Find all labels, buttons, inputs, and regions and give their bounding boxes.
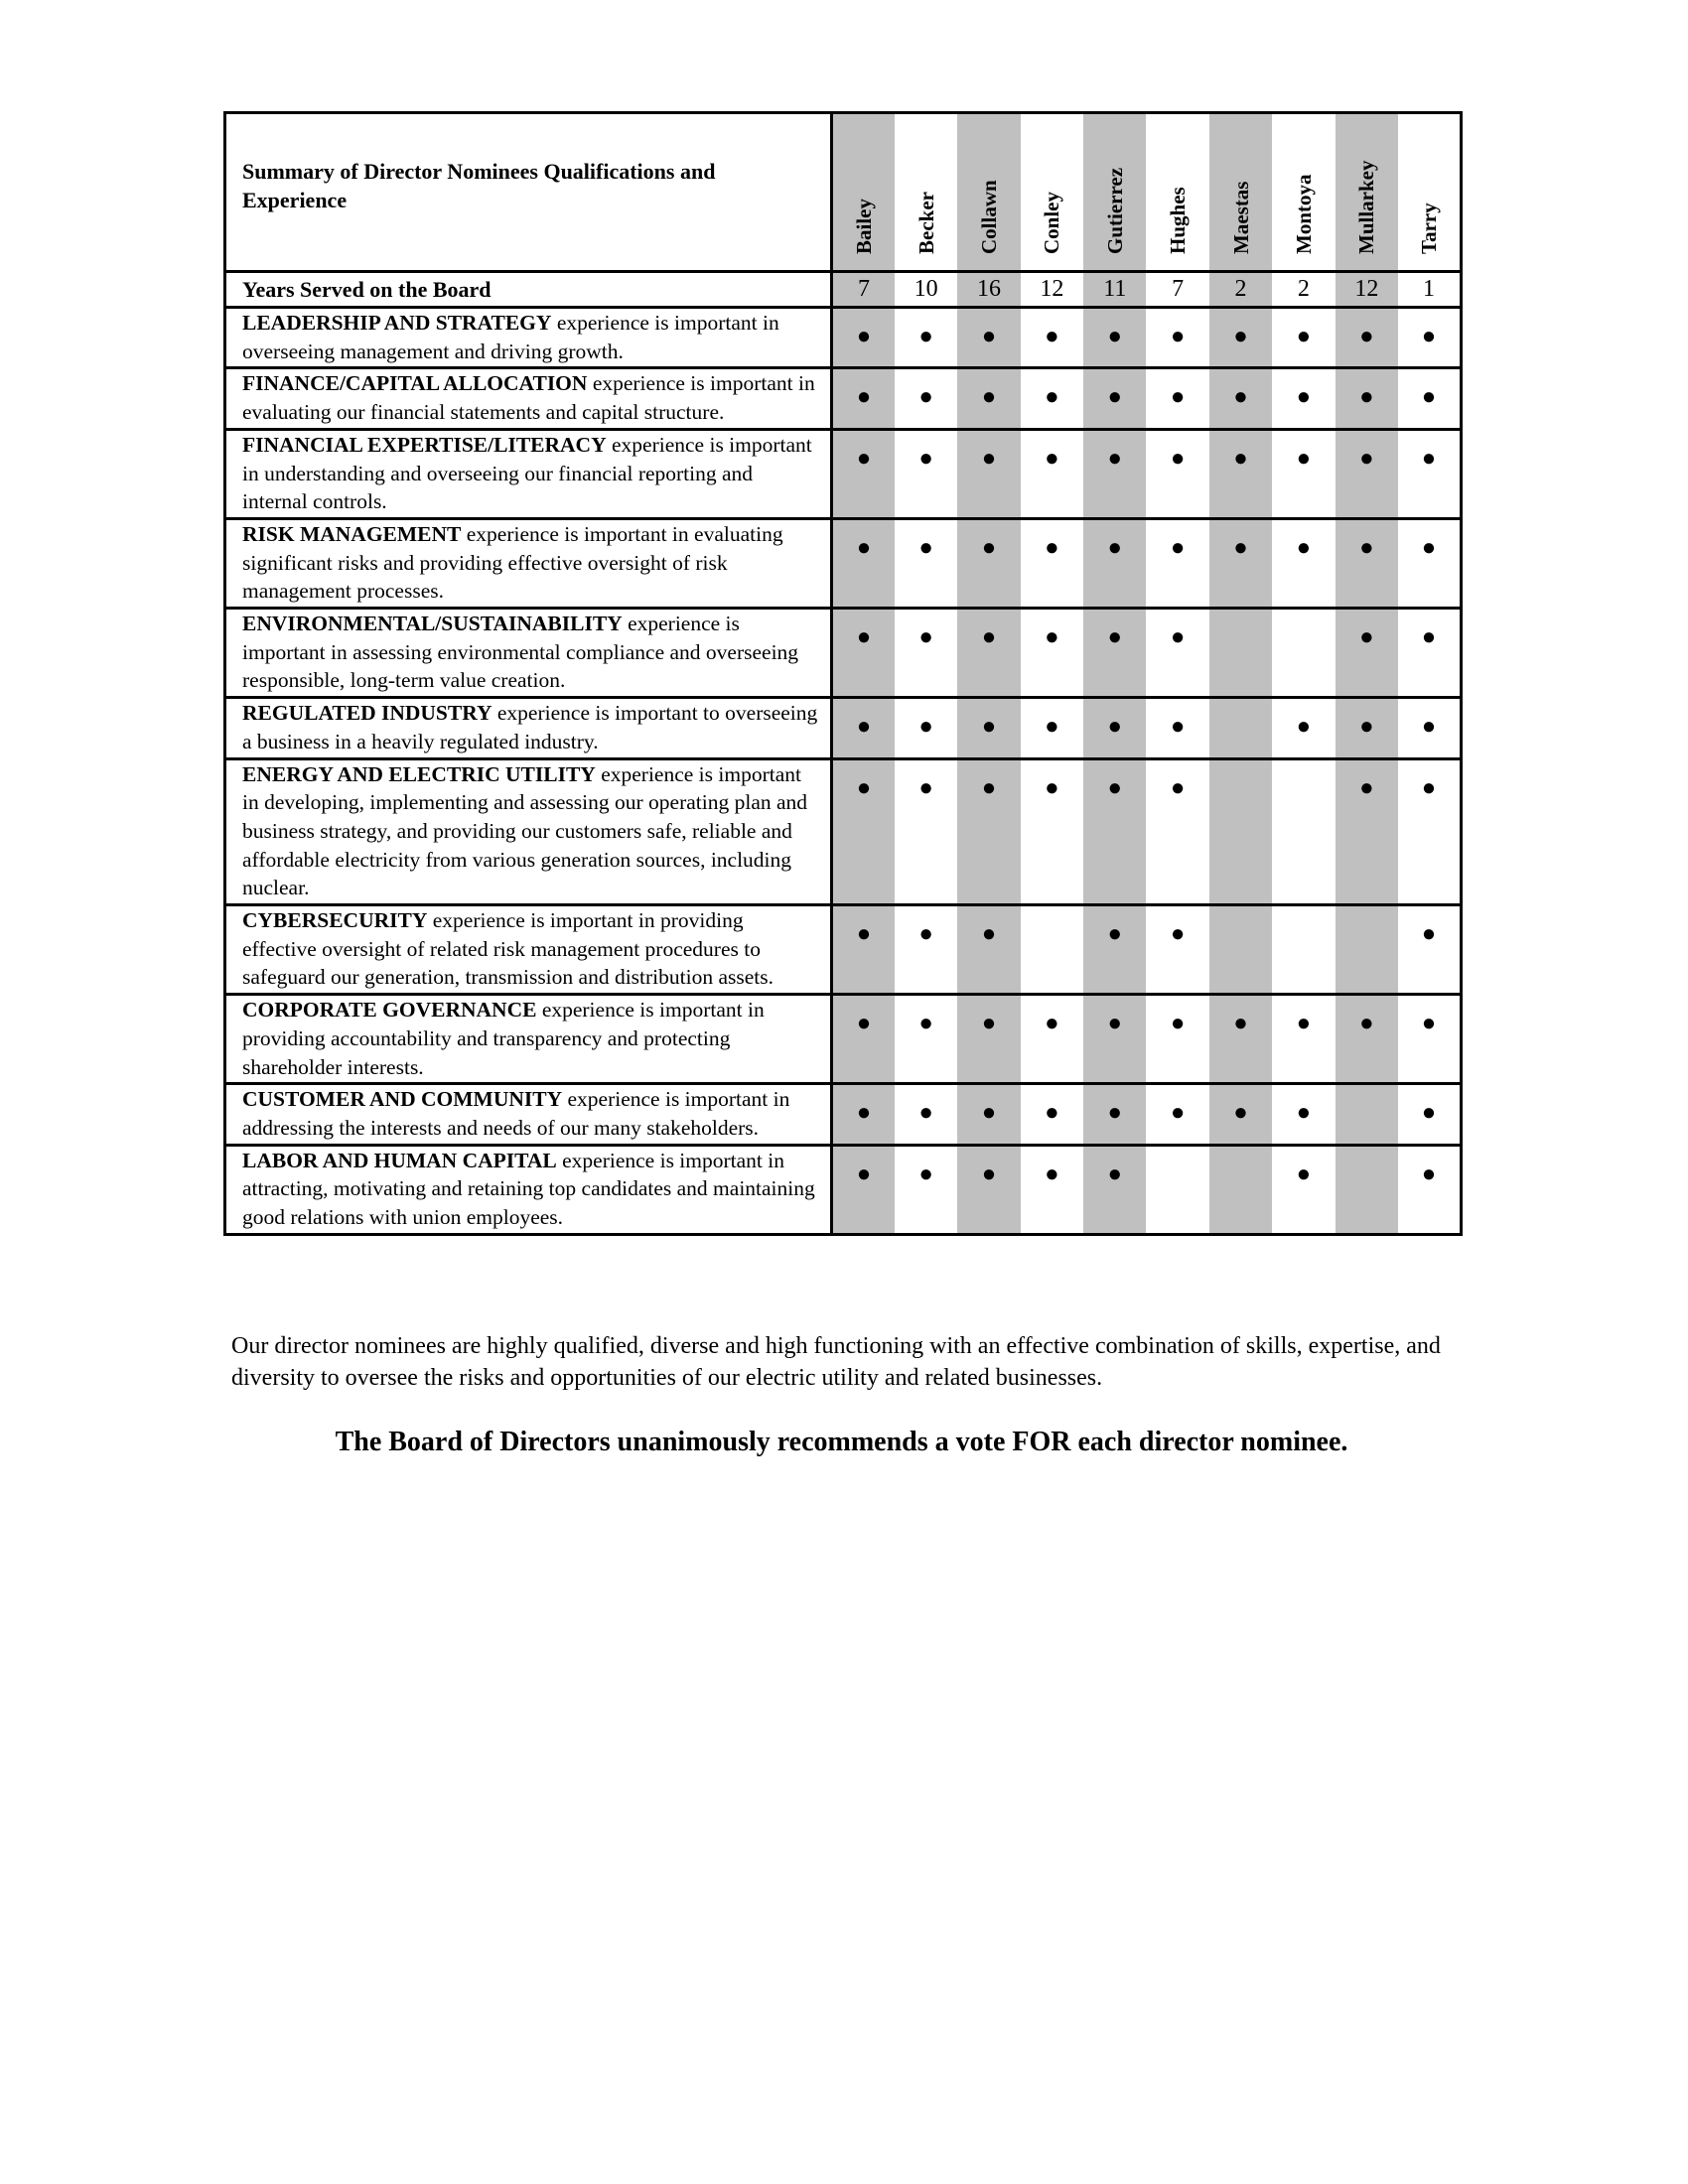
director-name: Mullarkey xyxy=(1354,160,1379,254)
director-header xyxy=(1272,113,1335,272)
summary-paragraph: Our director nominees are highly qualified, diverse and high functioning with an effective combination of skills, expertise, and diversity to oversee the risks and opportunities of our electric utility and related businesses. xyxy=(231,1333,1441,1391)
years-served-value: 11 xyxy=(1083,272,1146,308)
qualification-empty-cell xyxy=(1336,1145,1398,1234)
qualification-bullet: ● xyxy=(957,698,1020,758)
qualification-bullet: ● xyxy=(1209,1084,1272,1145)
qualification-bullet: ● xyxy=(1146,368,1208,429)
qualification-bullet: ● xyxy=(957,758,1020,905)
years-served-value: 7 xyxy=(832,272,895,308)
qualification-description xyxy=(225,1145,832,1234)
qualification-empty-cell xyxy=(1209,758,1272,905)
director-header xyxy=(1398,113,1461,272)
qualification-bullet: ● xyxy=(1146,518,1208,608)
qualification-bullet: ● xyxy=(1209,995,1272,1084)
qualification-name: FINANCIAL EXPERTISE/LITERACY xyxy=(242,432,607,457)
qualification-bullet: ● xyxy=(1146,609,1208,698)
qualification-description xyxy=(225,758,832,905)
years-served-value: 1 xyxy=(1398,272,1461,308)
years-served-value: 7 xyxy=(1146,272,1208,308)
qualification-bullet: ● xyxy=(1272,995,1335,1084)
qualification-text: experience is important in attracting, motivating and retaining top candidates and maintaining good relations with union employees. xyxy=(242,1148,815,1230)
qualification-bullet: ● xyxy=(1083,518,1146,608)
years-served-value: 2 xyxy=(1209,272,1272,308)
qualification-bullet: ● xyxy=(1021,518,1083,608)
qualification-bullet: ● xyxy=(1021,308,1083,368)
qualification-bullet: ● xyxy=(957,308,1020,368)
qualification-text: experience is important in understanding and overseeing our financial reporting and internal controls. xyxy=(242,432,812,514)
qualification-bullet: ● xyxy=(895,609,957,698)
qualification-empty-cell xyxy=(1336,1084,1398,1145)
years-served-row xyxy=(225,272,1462,308)
qualification-empty-cell xyxy=(1146,1145,1208,1234)
director-header xyxy=(1209,113,1272,272)
qualification-row xyxy=(225,758,1462,905)
qualification-description xyxy=(225,905,832,995)
qualification-text: experience is important in addressing the interests and needs of our many stakeholders. xyxy=(242,1087,790,1140)
qualification-description xyxy=(225,518,832,608)
qualification-bullet: ● xyxy=(1421,1160,1437,1187)
qualification-bullet: ● xyxy=(1398,698,1461,758)
qualification-bullet: ● xyxy=(1272,429,1335,518)
qualification-empty-cell xyxy=(1209,905,1272,995)
qualification-name: FINANCE/CAPITAL ALLOCATION xyxy=(242,371,588,396)
qualification-bullet: ● xyxy=(1083,698,1146,758)
director-header xyxy=(1021,113,1083,272)
years-served-value: 10 xyxy=(895,272,957,308)
years-served-value: 16 xyxy=(957,272,1020,308)
qualification-bullet: ● xyxy=(1398,429,1461,518)
qualification-bullet: ● xyxy=(895,368,957,429)
qualification-bullet: ● xyxy=(832,905,895,995)
director-name: Becker xyxy=(914,192,938,254)
header-row xyxy=(225,113,1462,272)
director-header xyxy=(895,113,957,272)
qualification-description xyxy=(225,995,832,1084)
qualification-empty-cell xyxy=(1021,905,1083,995)
qualification-row xyxy=(225,905,1462,995)
qualification-bullet: ● xyxy=(1083,1084,1146,1145)
director-header xyxy=(1336,113,1398,272)
qualification-text: experience is important in evaluating significant risks and providing effective oversight of risk management processes. xyxy=(242,521,783,604)
director-name: Conley xyxy=(1040,192,1064,254)
qualification-bullet: ● xyxy=(1146,698,1208,758)
qualification-bullet: ● xyxy=(1336,308,1398,368)
qualification-name: CYBERSECURITY xyxy=(242,908,428,933)
years-served-value: 2 xyxy=(1272,272,1335,308)
director-name: Montoya xyxy=(1291,174,1316,254)
qualification-bullet: ● xyxy=(832,1145,895,1234)
qualification-bullet: ● xyxy=(1336,995,1398,1084)
qualification-bullet: ● xyxy=(1083,905,1146,995)
qualification-empty-cell xyxy=(1209,609,1272,698)
qualification-bullet: ● xyxy=(957,1084,1020,1145)
qualification-bullet: ● xyxy=(1021,1084,1083,1145)
qualification-text: experience is important in developing, implementing and assessing our operating plan and business strategy, and providing our customers safe, reliable and affordable electricity from various generation sources, including nuclear. xyxy=(242,761,808,900)
qualification-bullet: ● xyxy=(832,368,895,429)
qualification-empty-cell xyxy=(1209,698,1272,758)
qualification-bullet: ● xyxy=(895,698,957,758)
director-header xyxy=(1083,113,1146,272)
qualification-bullet: ● xyxy=(1336,368,1398,429)
qualification-bullet: ● xyxy=(1083,609,1146,698)
qualification-bullet: ● xyxy=(957,429,1020,518)
qualification-bullet: ● xyxy=(1398,1084,1461,1145)
qualification-name: ENERGY AND ELECTRIC UTILITY xyxy=(242,761,596,786)
qualification-bullet: ● xyxy=(1021,609,1083,698)
qualification-bullet: ● xyxy=(1336,609,1398,698)
qualification-bullet: ● xyxy=(1146,758,1208,905)
qualification-bullet: ● xyxy=(1336,698,1398,758)
qualification-bullet: ● xyxy=(895,995,957,1084)
qualification-text: experience is important in assessing environmental compliance and overseeing responsible, long-term value creation. xyxy=(242,612,799,693)
director-name: Maestas xyxy=(1228,181,1253,254)
qualification-bullet: ● xyxy=(1209,308,1272,368)
qualification-bullet: ● xyxy=(918,1160,933,1187)
qualification-bullet: ● xyxy=(1021,368,1083,429)
qualification-bullet: ● xyxy=(1398,905,1461,995)
qualification-description xyxy=(225,368,832,429)
qualification-row xyxy=(225,368,1462,429)
qualification-name: LEADERSHIP AND STRATEGY xyxy=(242,311,552,335)
qualification-bullet: ● xyxy=(957,1145,1020,1234)
qualification-row xyxy=(225,698,1462,758)
qualification-bullet: ● xyxy=(1146,995,1208,1084)
qualification-bullet: ● xyxy=(1336,429,1398,518)
qualification-bullet: ● xyxy=(832,308,895,368)
qualification-text: experience is important to overseeing a business in a heavily regulated industry. xyxy=(242,701,818,753)
qualification-row xyxy=(225,1145,1462,1234)
qualification-empty-cell xyxy=(1336,905,1398,995)
qualification-name: LABOR AND HUMAN CAPITAL xyxy=(242,1148,557,1172)
qualification-bullet: ● xyxy=(1398,758,1461,905)
qualification-bullet: ● xyxy=(1296,1160,1312,1187)
years-served-label: Years Served on the Board xyxy=(225,272,832,308)
qualification-bullet: ● xyxy=(1146,429,1208,518)
qualification-bullet: ● xyxy=(1021,995,1083,1084)
qualification-bullet: ● xyxy=(1272,698,1335,758)
qualification-row xyxy=(225,429,1462,518)
qualification-bullet: ● xyxy=(832,429,895,518)
qualification-name: ENVIRONMENTAL/SUSTAINABILITY xyxy=(242,612,623,636)
qualification-row xyxy=(225,1084,1462,1145)
qualification-bullet: ● xyxy=(1272,368,1335,429)
qualification-bullet: ● xyxy=(1398,609,1461,698)
qualification-bullet: ● xyxy=(832,995,895,1084)
director-name: Bailey xyxy=(851,199,876,254)
director-name: Hughes xyxy=(1166,187,1191,254)
qualification-bullet: ● xyxy=(1021,698,1083,758)
qualification-description xyxy=(225,1084,832,1145)
qualification-bullet: ● xyxy=(1336,758,1398,905)
qualification-name: RISK MANAGEMENT xyxy=(242,521,462,546)
qualification-bullet: ● xyxy=(1021,429,1083,518)
qualification-empty-cell xyxy=(1209,1145,1272,1234)
qualification-bullet: ● xyxy=(1146,308,1208,368)
qualification-bullet: ● xyxy=(957,518,1020,608)
qualification-bullet: ● xyxy=(1146,905,1208,995)
qualification-bullet: ● xyxy=(1083,995,1146,1084)
qualification-bullet: ● xyxy=(957,368,1020,429)
years-served-value: 12 xyxy=(1021,272,1083,308)
director-name: Tarry xyxy=(1416,203,1441,254)
board-recommendation: The Board of Directors unanimously recommends a vote FOR each director nominee. xyxy=(335,1427,1348,1457)
qualification-bullet: ● xyxy=(895,429,957,518)
qualification-text: experience is important in providing accountability and transparency and protecting shareholder interests. xyxy=(242,998,765,1079)
qualification-name: CORPORATE GOVERNANCE xyxy=(242,998,537,1023)
qualification-row xyxy=(225,518,1462,608)
qualification-bullet: ● xyxy=(1083,429,1146,518)
qualification-bullet: ● xyxy=(1083,1145,1146,1234)
qualification-bullet: ● xyxy=(1209,368,1272,429)
qualification-bullet: ● xyxy=(1209,518,1272,608)
qualification-bullet: ● xyxy=(1146,1084,1208,1145)
qualification-bullet: ● xyxy=(1083,368,1146,429)
qualification-bullet: ● xyxy=(832,1084,895,1145)
qualification-bullet: ● xyxy=(957,995,1020,1084)
qualification-bullet: ● xyxy=(1398,518,1461,608)
qualification-row xyxy=(225,308,1462,368)
qualification-bullet: ● xyxy=(895,758,957,905)
qualification-description xyxy=(225,308,832,368)
years-served-value: 12 xyxy=(1336,272,1398,308)
qualification-bullet: ● xyxy=(1045,1160,1059,1187)
qualification-bullet: ● xyxy=(832,698,895,758)
qualification-bullet: ● xyxy=(957,609,1020,698)
qualification-row xyxy=(225,995,1462,1084)
qualification-name: CUSTOMER AND COMMUNITY xyxy=(242,1087,563,1112)
qualification-bullet: ● xyxy=(895,905,957,995)
qualification-bullet: ● xyxy=(1083,308,1146,368)
qualification-text: experience is important in providing effective oversight of related risk management procedures to safeguard our generation, transmission and distribution assets. xyxy=(242,908,774,990)
qualification-bullet: ● xyxy=(1083,758,1146,905)
qualification-bullet: ● xyxy=(1398,995,1461,1084)
qualification-row xyxy=(225,609,1462,698)
qualification-bullet: ● xyxy=(895,1084,957,1145)
director-header xyxy=(957,113,1020,272)
director-header xyxy=(1146,113,1208,272)
qualification-description xyxy=(225,698,832,758)
director-header xyxy=(832,113,895,272)
qualification-bullet: ● xyxy=(832,609,895,698)
qualification-bullet: ● xyxy=(895,308,957,368)
director-name: Gutierrez xyxy=(1102,167,1127,254)
qualification-bullet: ● xyxy=(1336,518,1398,608)
director-name: Collawn xyxy=(976,180,1001,254)
qualifications-matrix xyxy=(223,111,1463,1236)
qualification-bullet: ● xyxy=(957,905,1020,995)
qualification-bullet: ● xyxy=(1272,308,1335,368)
qualification-bullet: ● xyxy=(1021,758,1083,905)
qualification-bullet: ● xyxy=(1398,308,1461,368)
qualification-description xyxy=(225,429,832,518)
qualification-bullet: ● xyxy=(1209,429,1272,518)
qualification-bullet: ● xyxy=(895,518,957,608)
qualification-empty-cell xyxy=(1272,609,1335,698)
qualification-bullet: ● xyxy=(1272,518,1335,608)
qualification-name: REGULATED INDUSTRY xyxy=(242,701,492,726)
qualification-description xyxy=(225,609,832,698)
qualification-bullet: ● xyxy=(1272,1084,1335,1145)
qualification-bullet: ● xyxy=(1398,368,1461,429)
qualification-text: experience is important in overseeing management and driving growth. xyxy=(242,311,779,363)
table-title: Summary of Director Nominees Qualifications and Experience xyxy=(225,113,832,272)
qualification-empty-cell xyxy=(1272,905,1335,995)
qualification-bullet: ● xyxy=(832,518,895,608)
qualification-text: experience is important in evaluating our financial statements and capital structure. xyxy=(242,371,815,425)
qualification-empty-cell xyxy=(1272,758,1335,905)
qualification-bullet: ● xyxy=(832,758,895,905)
